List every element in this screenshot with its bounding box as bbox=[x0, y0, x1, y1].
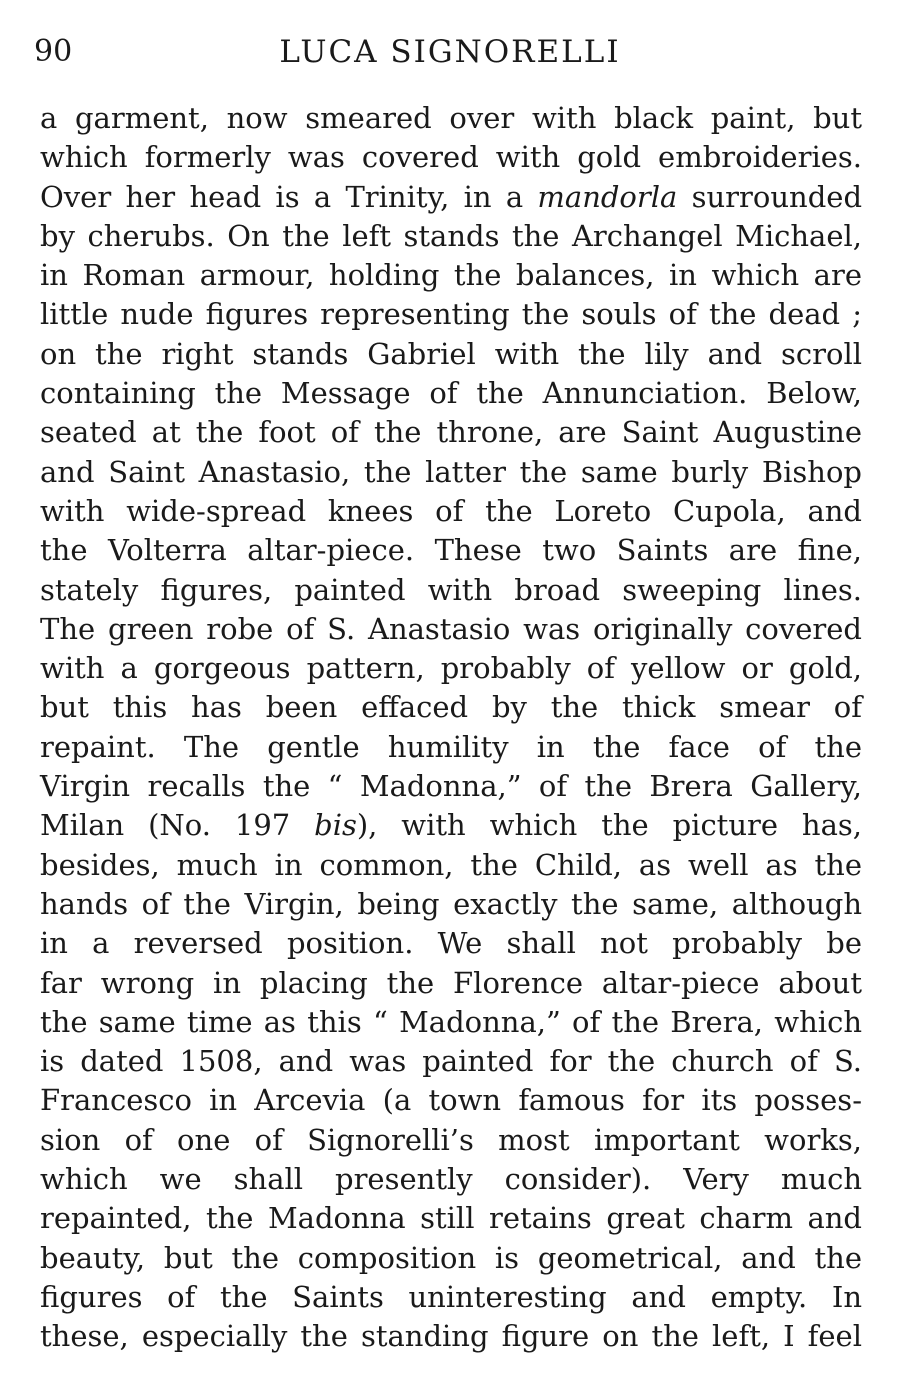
text-line: besides, much in common, the Child, as well as the bbox=[40, 847, 862, 882]
text-segment: Milan (No. 197 bbox=[40, 808, 315, 843]
text-line: these, especially the standing figure on the left, I feel bbox=[40, 1319, 862, 1354]
text-line: seated at the foot of the throne, are Saint Augustine bbox=[40, 415, 862, 450]
text-segment: ), with which the picture has, bbox=[356, 808, 863, 843]
text-segment: Over her head is a Trinity, in a bbox=[40, 179, 538, 214]
text-line: which we shall presently consider). Very much bbox=[40, 1162, 862, 1197]
text-line: little nude figures representing the souls of the dead ; bbox=[40, 297, 862, 332]
page-number: 90 bbox=[34, 34, 73, 69]
text-line: The green robe of S. Anastasio was originally covered bbox=[40, 611, 862, 646]
text-line: in a reversed position. We shall not probably be bbox=[40, 926, 862, 961]
text-line: hands of the Virgin, being exactly the same, although bbox=[40, 886, 862, 921]
text-line: repaint. The gentle humility in the face of the bbox=[40, 729, 862, 764]
text-line: Francesco in Arcevia (a town famous for its posses- bbox=[40, 1083, 862, 1118]
text-segment: surrounded bbox=[677, 179, 863, 214]
text-line bbox=[40, 178, 862, 217]
italic-term: mandorla bbox=[537, 179, 678, 214]
text-line: sion of one of Signorelli’s most important works, bbox=[40, 1122, 862, 1157]
text-line: on the right stands Gabriel with the lily and scroll bbox=[40, 336, 862, 371]
text-line: with a gorgeous pattern, probably of yellow or gold, bbox=[40, 651, 862, 686]
text-line: the same time as this “ Madonna,” of the Brera, which bbox=[40, 1004, 862, 1039]
text-line: but this has been effaced by the thick smear of bbox=[40, 690, 862, 725]
text-line: figures of the Saints uninteresting and empty. In bbox=[40, 1279, 862, 1314]
text-line bbox=[40, 806, 862, 845]
italic-term: bis bbox=[314, 808, 357, 843]
text-line: stately figures, painted with broad sweeping lines. bbox=[40, 572, 862, 607]
text-line: which formerly was covered with gold embroideries. bbox=[40, 140, 862, 175]
text-line: in Roman armour, holding the balances, in which are bbox=[40, 258, 862, 293]
text-line: with wide-spread knees of the Loreto Cupola, and bbox=[40, 493, 862, 528]
text-line: containing the Message of the Annunciation. Below, bbox=[40, 376, 862, 411]
text-line: is dated 1508, and was painted for the church of S. bbox=[40, 1044, 862, 1079]
text-line: beauty, but the composition is geometrical, and the bbox=[40, 1240, 862, 1275]
text-line: and Saint Anastasio, the latter the same burly Bishop bbox=[40, 454, 862, 489]
text-line: by cherubs. On the left stands the Archangel Michael, bbox=[40, 218, 862, 253]
running-title: LUCA SIGNORELLI bbox=[279, 34, 621, 70]
text-line: Virgin recalls the “ Madonna,” of the Brera Gallery, bbox=[40, 769, 862, 804]
body-text bbox=[40, 99, 862, 1357]
text-line: far wrong in placing the Florence altar-piece about bbox=[40, 965, 862, 1000]
text-line: repainted, the Madonna still retains great charm and bbox=[40, 1201, 862, 1236]
text-line: the Volterra altar-piece. These two Saints are fine, bbox=[40, 533, 862, 568]
text-line: a garment, now smeared over with black paint, but bbox=[40, 101, 862, 135]
